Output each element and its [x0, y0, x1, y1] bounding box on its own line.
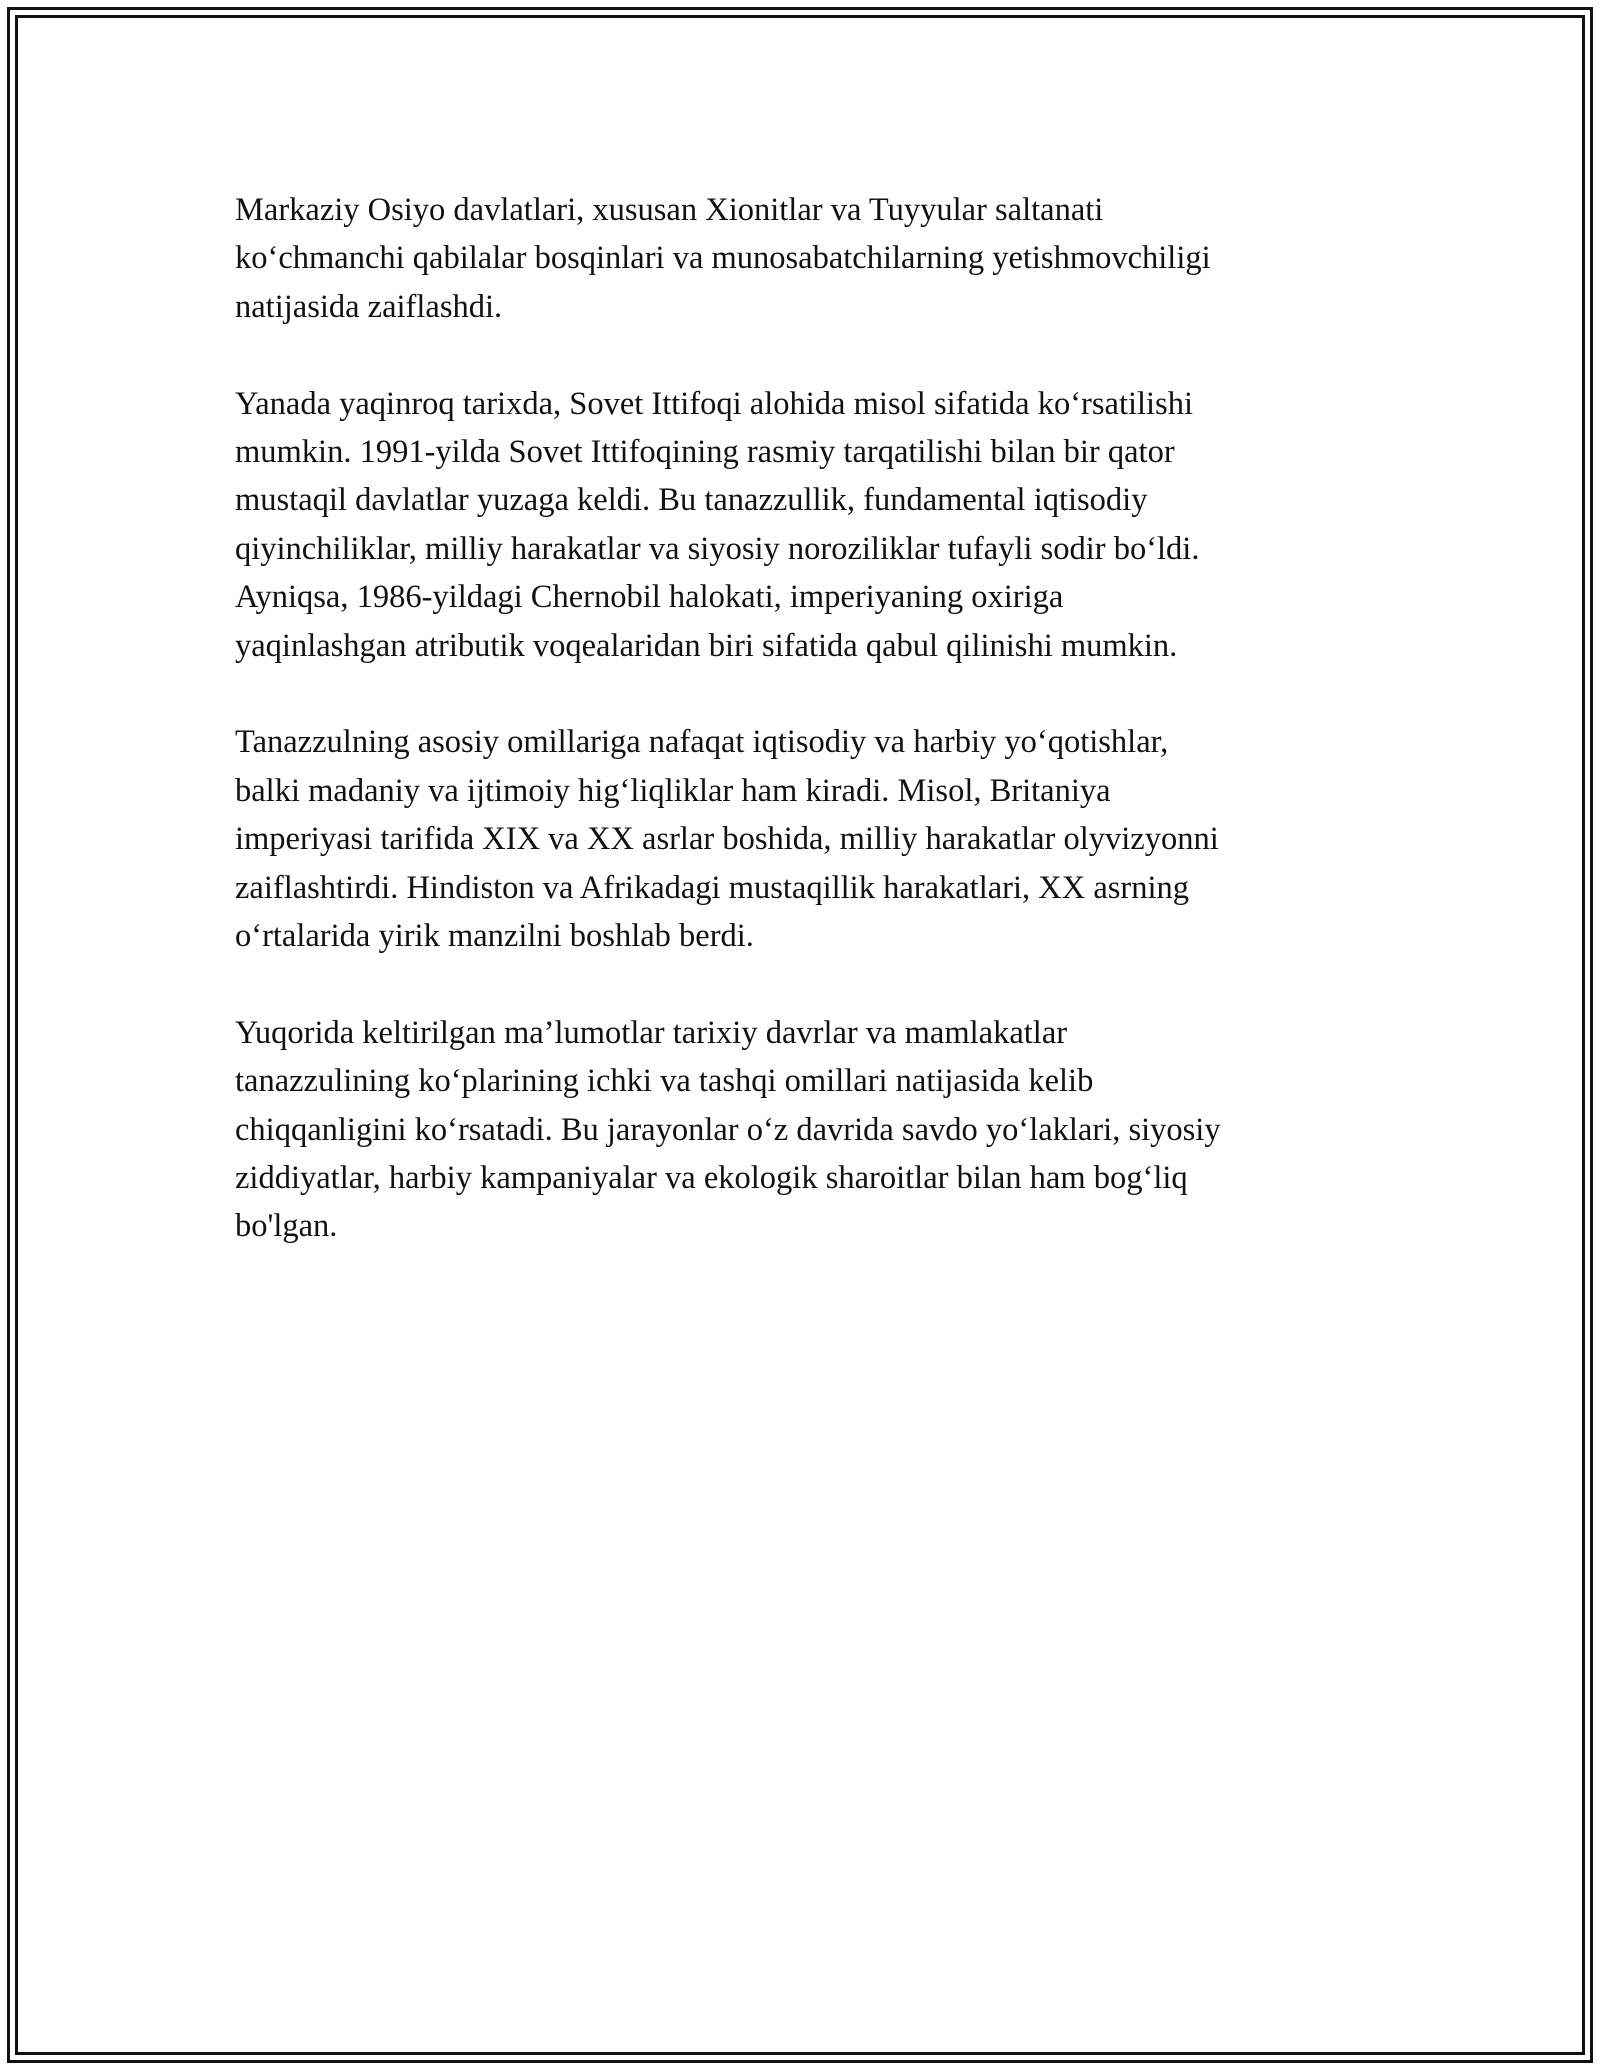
- document-body: [235, 186, 1365, 1299]
- paragraph-2: Yanada yaqinroq tarixda, Sovet Ittifoqi alohida misol sifatida ko‘rsatilishi mumkin. 1991-yilda Sovet Ittifoqining rasmiy tarqatilishi bilan bir qator mustaqil davlatlar yuzaga keldi. Bu tanazzullik, fundamental iqtisodiy qiyinchiliklar, milliy harakatlar va siyosiy noroziliklar tufayli sodir bo‘ldi. Ayniqsa, 1986-yildagi Chernobil halokati, imperiyaning oxiriga yaqinlashgan atributik voqealaridan biri sifatida qabul qilinishi mumkin.: [235, 385, 1200, 664]
- paragraph-4: Yuqorida keltirilgan ma’lumotlar tarixiy davrlar va mamlakatlar tanazzulining ko‘plarining ichki va tashqi omillari natijasida kelib chiqqanligini ko‘rsatadi. Bu jarayonlar o‘z davrida savdo yo‘laklari, siyosiy ziddiyatlar, harbiy kampaniyalar va ekologik sharoitlar bilan ham bog‘liq bo'lgan.: [235, 1014, 1221, 1245]
- paragraph-1: Markaziy Osiyo davlatlari, xususan Xionitlar va Tuyyular saltanati ko‘chmanchi qabilalar bosqinlari va munosabatchilarning yetishmovchiligi natijasida zaiflashdi.: [235, 192, 1211, 325]
- paragraph-3: Tanazzulning asosiy omillariga nafaqat iqtisodiy va harbiy yo‘qotishlar, balki madaniy va ijtimoiy hig‘liqliklar ham kiradi. Misol, Britaniya imperiyasi tarifida XIX va XX asrlar boshida, milliy harakatlar olyvizyonni zaiflashtirdi. Hindiston va Afrikadagi mustaqillik harakatlari, XX asrning o‘rtalarida yirik manzilni boshlab berdi.: [235, 724, 1219, 955]
